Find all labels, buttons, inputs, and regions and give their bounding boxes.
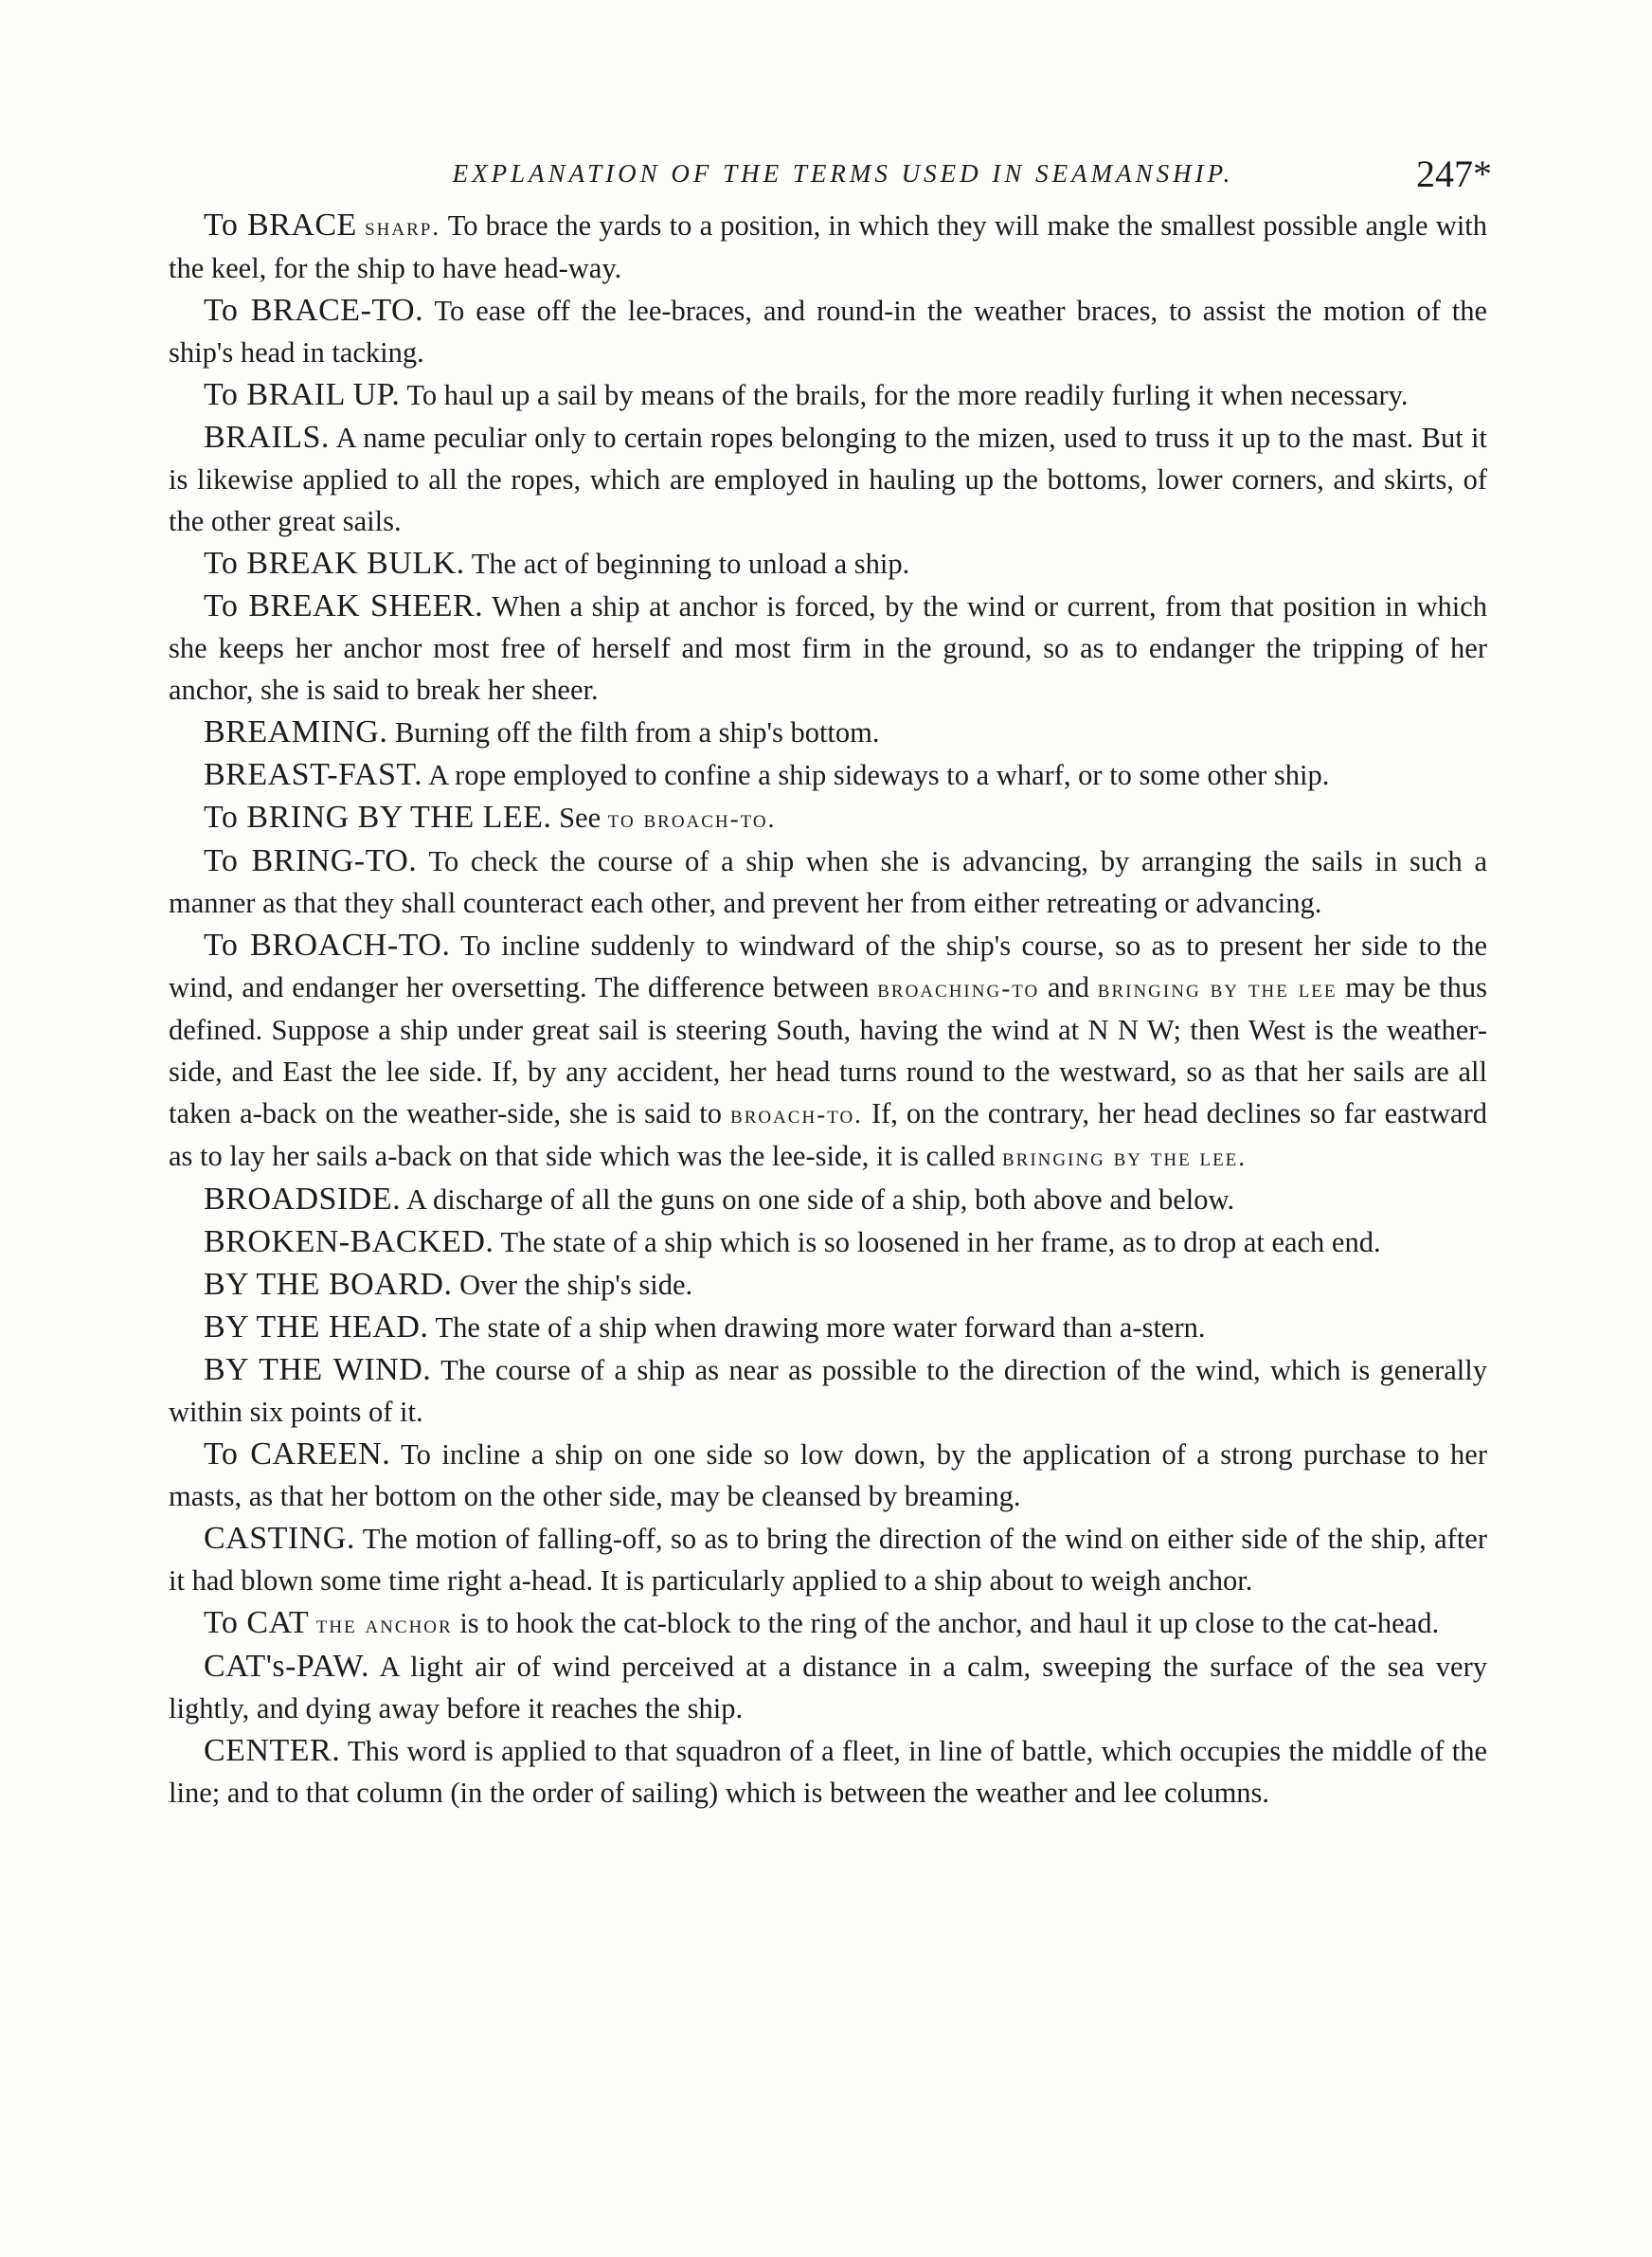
running-title: EXPLANATION OF THE TERMS USED IN SEAMANSHIP. bbox=[452, 159, 1234, 188]
glossary-entry bbox=[169, 1602, 1487, 1645]
glossary-entry bbox=[169, 1730, 1487, 1814]
entry-term: To BROACH-TO. bbox=[204, 928, 451, 963]
entry-term: CAT's-PAW. bbox=[204, 1649, 369, 1684]
entry-definition: A name peculiar only to certain ropes belonging to the mizen, used to truss it up to the mast. But it is likewise applied to all the ropes, which are employed in hauling up the bottoms, lower corners, and skirts, of the other great sails. bbox=[169, 422, 1487, 537]
entry-term: To BRING BY THE LEE. bbox=[204, 800, 552, 835]
entry-definition: To incline a ship on one side so low down, by the application of a strong purchase to her masts, as that her bottom on the other side, may be cleansed by breaming. bbox=[169, 1438, 1487, 1512]
entry-small-caps: sharp. bbox=[365, 212, 441, 241]
entry-term: BREAST-FAST. bbox=[204, 757, 423, 792]
entry-definition-part: To incline suddenly to windward of the ship's course, so as to present her side to the wind, and endanger her oversetting. The difference between bbox=[169, 930, 1487, 1003]
glossary-entry bbox=[169, 840, 1487, 924]
glossary-entry bbox=[169, 1349, 1487, 1433]
entry-definition: Over the ship's side. bbox=[452, 1269, 693, 1301]
entry-definition: A discharge of all the guns on one side of a ship, both above and below. bbox=[401, 1183, 1235, 1216]
glossary-entry bbox=[169, 797, 1487, 840]
entry-cross-reference: broach-to. bbox=[730, 1100, 863, 1128]
entry-definition-part: If, on the contrary, her head declines so far eastward as to lay her sails a-back on that side which was the lee-side, it is called bbox=[169, 1097, 1487, 1172]
entry-definition: A light air of wind perceived at a distance in a calm, sweeping the surface of the sea very lightly, and dying away before it reaches the ship. bbox=[169, 1651, 1487, 1724]
entry-definition: When a ship at anchor is forced, by the wind or current, from that position in which she keeps her anchor most free of herself and most firm in the ground, so as to endanger the tripping of her anchor, she is said to break her sheer. bbox=[169, 590, 1487, 706]
running-head bbox=[194, 152, 1492, 208]
glossary-entry bbox=[169, 290, 1487, 373]
entry-definition: A rope employed to confine a ship sideways to a wharf, or to some other ship. bbox=[422, 759, 1330, 791]
entry-term: To BRAIL UP. bbox=[204, 377, 401, 412]
entry-term: BREAMING. bbox=[204, 714, 388, 749]
entry-cross-reference: bringing by the lee. bbox=[1002, 1143, 1248, 1171]
entry-definition: The course of a ship as near as possible to the direction of the wind, which is generally within six points of it. bbox=[169, 1354, 1487, 1428]
entry-definition: is to hook the cat-block to the ring of the anchor, and haul it up close to the cat-head. bbox=[452, 1607, 1440, 1639]
glossary-entry bbox=[169, 1646, 1487, 1729]
entry-small-caps: the anchor bbox=[315, 1610, 453, 1638]
glossary-entry bbox=[169, 543, 1487, 585]
entry-definition: The act of beginning to unload a ship. bbox=[464, 548, 910, 580]
glossary-entry bbox=[169, 374, 1487, 416]
entry-definition: To haul up a sail by means of the brails, for the more readily furling it when necessary. bbox=[400, 379, 1409, 411]
entry-term: BROADSIDE. bbox=[204, 1182, 402, 1217]
glossary-entry bbox=[169, 586, 1487, 711]
glossary-entry bbox=[169, 1434, 1487, 1517]
entry-definition: The motion of falling-off, so as to bring the direction of the wind on either side of the ship, after it had blown some time right a-head. It is particularly applied to a ship about to weigh anchor. bbox=[169, 1523, 1487, 1597]
glossary-entry bbox=[169, 1307, 1487, 1348]
entry-definition: To brace the yards to a position, in which they will make the smallest possible angle with the keel, for the ship to have head-way. bbox=[169, 209, 1488, 284]
glossary-entry bbox=[169, 1221, 1487, 1263]
glossary-entry bbox=[169, 417, 1487, 542]
entry-cross-reference: to broach-to. bbox=[607, 804, 777, 833]
entry-definition: See bbox=[551, 802, 608, 834]
entry-definition: To ease off the lee-braces, and round-in the weather braces, to assist the motion of the ship's head in tacking. bbox=[169, 295, 1487, 369]
entry-definition-part: and bbox=[1039, 971, 1098, 1003]
entry-term: To BREAK SHEER. bbox=[204, 588, 484, 623]
entry-cross-reference: bringing by the lee bbox=[1097, 974, 1338, 1002]
glossary-entries bbox=[169, 205, 1487, 1815]
entry-term: CASTING. bbox=[204, 1521, 355, 1556]
glossary-entry bbox=[169, 754, 1487, 796]
entry-definition: Burning off the filth from a ship's bottom. bbox=[387, 716, 880, 749]
entry-definition: To check the course of a ship when she is advancing, by arranging the sails in such a manner as that they shall counteract each other, and prevent her from either retreating or advancing. bbox=[169, 845, 1487, 919]
entry-cross-reference: broaching-to bbox=[877, 974, 1040, 1002]
entry-term: To BREAK BULK. bbox=[204, 546, 465, 581]
entry-definition-part: may be thus defined. Suppose a ship under great sail is steering South, having the wind at N N W; then West is the weather-side, and East the lee side. If, by any accident, her head turns round to the westward, so as that her sails are all taken a-back on the weather-side, she is said to bbox=[169, 971, 1487, 1129]
entry-definition: The state of a ship which is so loosened in her frame, as to drop at each end. bbox=[494, 1226, 1381, 1258]
glossary-entry bbox=[169, 712, 1487, 753]
entry-term: BRAILS. bbox=[204, 420, 330, 455]
glossary-entry bbox=[169, 925, 1487, 1178]
glossary-entry bbox=[169, 1518, 1487, 1601]
entry-term: To CAREEN. bbox=[204, 1436, 391, 1472]
entry-term: BY THE HEAD. bbox=[204, 1309, 429, 1345]
entry-term: To BRACE bbox=[204, 208, 357, 243]
entry-definition: The state of a ship when drawing more water forward than a-stern. bbox=[428, 1311, 1206, 1344]
glossary-entry bbox=[169, 1264, 1487, 1306]
entry-definition: This word is applied to that squadron of a fleet, in line of battle, which occupies the middle of the line; and to that column (in the order of sailing) which is between the weather and lee columns. bbox=[169, 1735, 1487, 1809]
page-number: 247* bbox=[1416, 153, 1492, 195]
entry-term: BY THE BOARD. bbox=[204, 1267, 453, 1302]
entry-term: To BRACE-TO. bbox=[204, 293, 424, 328]
glossary-entry bbox=[169, 1179, 1487, 1220]
entry-term: BY THE WIND. bbox=[204, 1352, 432, 1387]
glossary-entry bbox=[169, 205, 1487, 289]
entry-term: To BRING-TO. bbox=[204, 843, 418, 878]
entry-term: BROKEN-BACKED. bbox=[204, 1224, 494, 1259]
entry-term: CENTER. bbox=[204, 1733, 341, 1768]
entry-term: To CAT bbox=[204, 1605, 310, 1640]
